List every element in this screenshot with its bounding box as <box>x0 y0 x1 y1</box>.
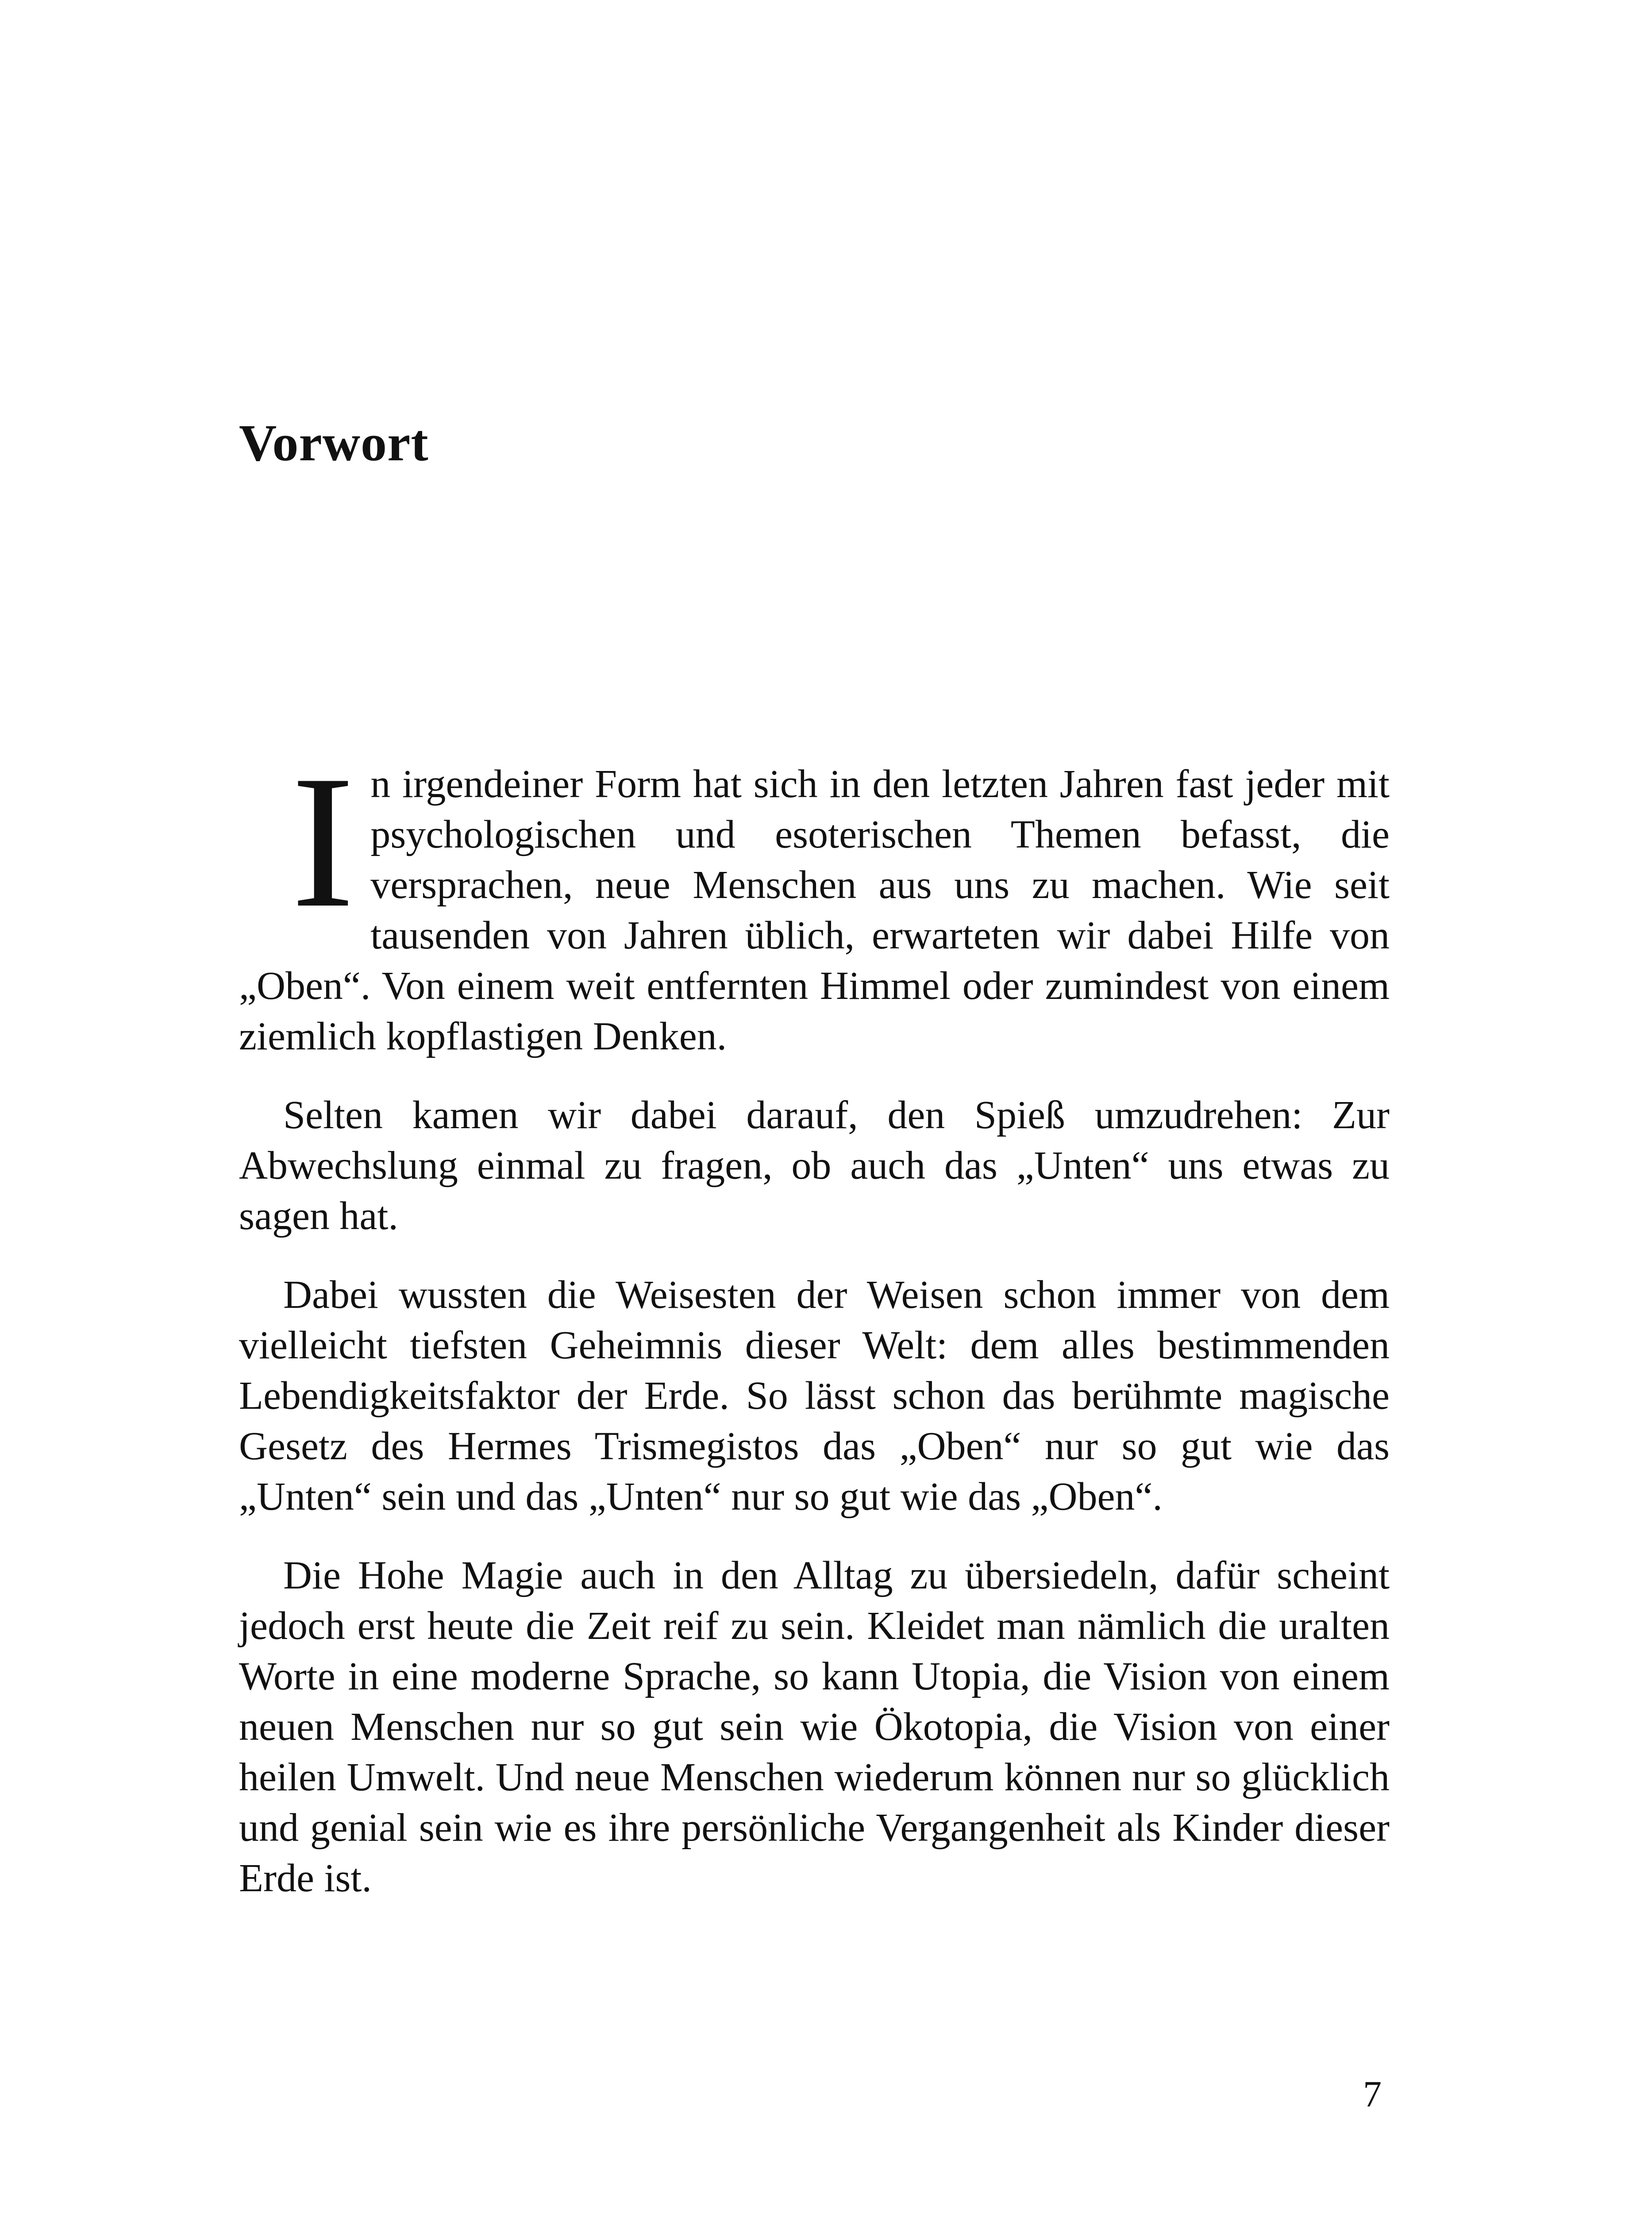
chapter-title: Vorwort <box>239 414 429 472</box>
drop-cap: I <box>291 736 355 947</box>
paragraph-3: Dabei wussten die Weisesten der Weisen schon immer von dem vielleicht tiefsten Geheimnis dieser Welt: dem alles bestimmenden Lebendigkeitsfaktor der Erde. So lässt schon das berühmte magische Gesetz des Hermes Trismegistos das „Oben“ nur so gut wie das „Unten“ sein und das „Unten“ nur so gut wie das „Oben“. <box>239 1273 1390 1519</box>
paragraph-2: Selten kamen wir dabei darauf, den Spieß umzudrehen: Zur Abwechslung einmal zu fragen, ob auch das „Unten“ uns etwas zu sagen hat. <box>239 1093 1390 1238</box>
paragraph-4: Die Hohe Magie auch in den Alltag zu übersiedeln, dafür scheint jedoch erst heute die Zeit reif zu sein. Kleidet man nämlich die uralten Worte in eine moderne Sprache, so kann Utopia, die Vision von einem neuen Menschen nur so gut sein wie Ökotopia, die Vision von einer heilen Umwelt. Und neue Menschen wiederum können nur so glücklich und genial sein wie es ihre persönliche Vergangenheit als Kinder dieser Erde ist. <box>239 1554 1390 1900</box>
body-text <box>239 736 1390 1904</box>
paragraph-1-text: n irgendeiner Form hat sich in den letzten Jahren fast jeder mit psychologischen und esoterischen Themen befasst, die versprachen, neue Menschen aus uns zu machen. Wie seit tausenden von Jahren üblich, erwarteten wir dabei Hilfe von „Oben“. Von einem weit entfernten Himmel oder zumindest von einem ziemlich kopflastigen Denken. <box>239 762 1390 1058</box>
paragraph-1 <box>239 736 1390 1062</box>
page-number: 7 <box>1363 2074 1382 2115</box>
